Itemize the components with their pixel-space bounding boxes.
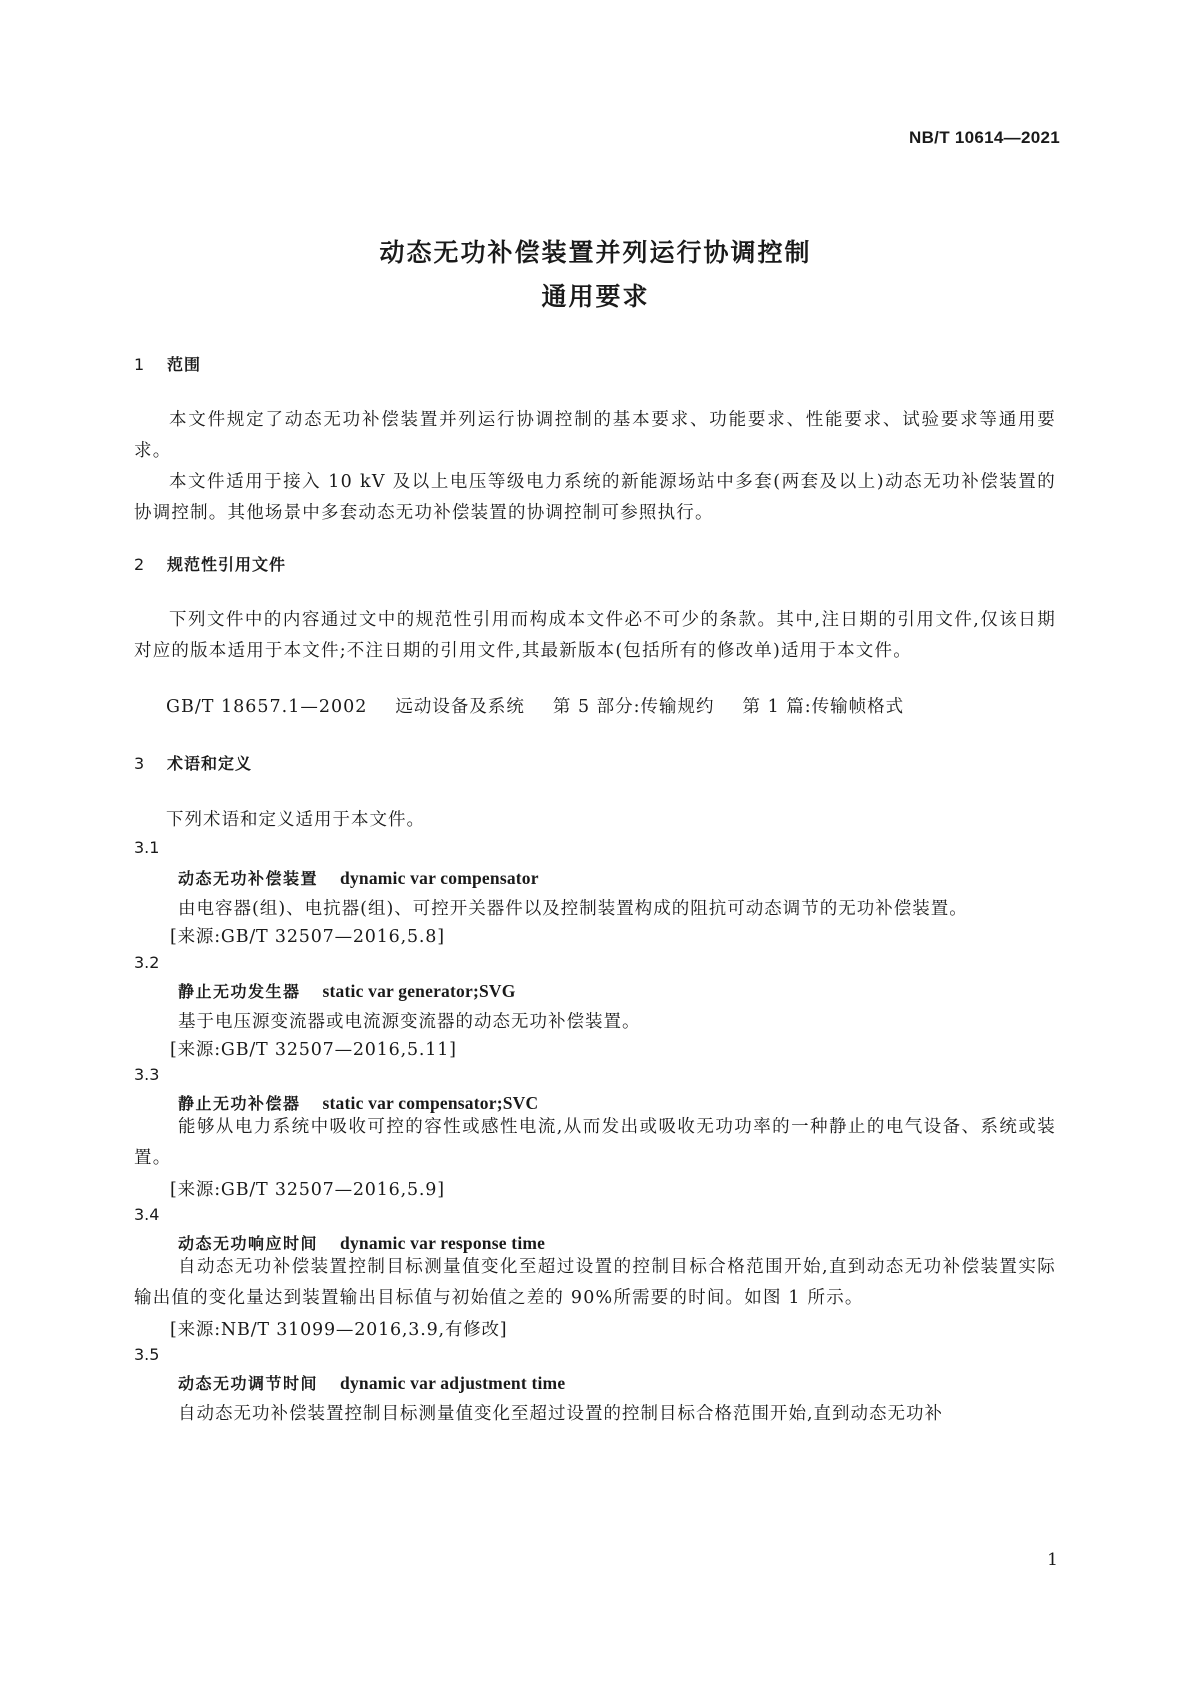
section-number: 1	[134, 355, 146, 374]
term-definition: 基于电压源变流器或电流源变流器的动态无功补偿装置。	[178, 1012, 641, 1032]
standard-number: NB/T 10614—2021	[909, 128, 1060, 147]
term-english: dynamic var compensator	[340, 868, 539, 888]
document-title: 动态无功补偿装置并列运行协调控制	[379, 238, 812, 267]
term-name	[178, 866, 539, 889]
term-source: [来源:GB/T 32507—2016,5.11]	[170, 1040, 457, 1060]
term-source: [来源:NB/T 31099—2016,3.9,有修改]	[170, 1320, 508, 1340]
term-name	[178, 1371, 565, 1394]
reference-title: 远动设备及系统	[395, 697, 525, 717]
section-1-paragraph-1: 本文件规定了动态无功补偿装置并列运行协调控制的基本要求、功能要求、性能要求、试验要求等通用要求。	[134, 410, 1056, 461]
term-number: 3.2	[134, 953, 160, 972]
term-chinese: 动态无功补偿装置	[178, 869, 319, 888]
term-name	[178, 1091, 538, 1114]
document-subtitle: 通用要求	[541, 282, 650, 311]
term-english: static var compensator;SVC	[322, 1093, 539, 1113]
term-chinese: 静止无功发生器	[178, 982, 301, 1001]
section-1-paragraph-2: 本文件适用于接入 10 kV 及以上电压等级电力系统的新能源场站中多套(两套及以上)动态无功补偿装置的协调控制。其他场景中多套动态无功补偿装置的协调控制可参照执行。	[134, 472, 1056, 523]
page-number: 1	[1047, 1550, 1058, 1570]
section-2-heading	[134, 552, 286, 575]
section-1-heading	[134, 352, 201, 375]
term-number: 3.3	[134, 1065, 160, 1084]
term-source: [来源:GB/T 32507—2016,5.9]	[170, 1180, 445, 1200]
term-definition: 自动态无功补偿装置控制目标测量值变化至超过设置的控制目标合格范围开始,直到动态无功补	[178, 1404, 944, 1424]
section-number: 2	[134, 555, 146, 574]
section-title: 范围	[167, 355, 202, 374]
normative-reference	[166, 693, 904, 718]
term-definition: 能够从电力系统中吸收可控的容性或感性电流,从而发出或吸收无功功率的一种静止的电气设备、系统或装置。	[134, 1117, 1056, 1168]
reference-code: GB/T 18657.1—2002	[166, 697, 368, 717]
term-english: dynamic var response time	[340, 1233, 546, 1253]
reference-section: 第 1 篇:传输帧格式	[742, 697, 905, 717]
term-definition: 自动态无功补偿装置控制目标测量值变化至超过设置的控制目标合格范围开始,直到动态无功补偿装置实际输出值的变化量达到装置输出目标值与初始值之差的 90%所需要的时间。如图 1 所示。	[134, 1257, 1056, 1308]
section-title: 规范性引用文件	[167, 555, 287, 574]
term-number: 3.1	[134, 838, 160, 857]
section-3-intro: 下列术语和定义适用于本文件。	[166, 810, 425, 830]
term-english: static var generator;SVG	[322, 981, 516, 1001]
term-chinese: 静止无功补偿器	[178, 1094, 301, 1113]
section-2-paragraph-1: 下列文件中的内容通过文中的规范性引用而构成本文件必不可少的条款。其中,注日期的引用文件,仅该日期对应的版本适用于本文件;不注日期的引用文件,其最新版本(包括所有的修改单)适用于本文件。	[134, 610, 1056, 661]
term-chinese: 动态无功调节时间	[178, 1374, 319, 1393]
term-name	[178, 1231, 545, 1254]
term-source: [来源:GB/T 32507—2016,5.8]	[170, 927, 445, 947]
reference-part: 第 5 部分:传输规约	[552, 697, 715, 717]
section-3-heading	[134, 751, 252, 774]
term-number: 3.5	[134, 1345, 160, 1364]
term-english: dynamic var adjustment time	[340, 1373, 566, 1393]
term-number: 3.4	[134, 1205, 160, 1224]
term-definition: 由电容器(组)、电抗器(组)、可控开关器件以及控制装置构成的阻抗可动态调节的无功补偿装置。	[178, 899, 968, 919]
term-chinese: 动态无功响应时间	[178, 1234, 319, 1253]
section-title: 术语和定义	[167, 754, 253, 773]
term-name	[178, 979, 516, 1002]
section-number: 3	[134, 754, 146, 773]
